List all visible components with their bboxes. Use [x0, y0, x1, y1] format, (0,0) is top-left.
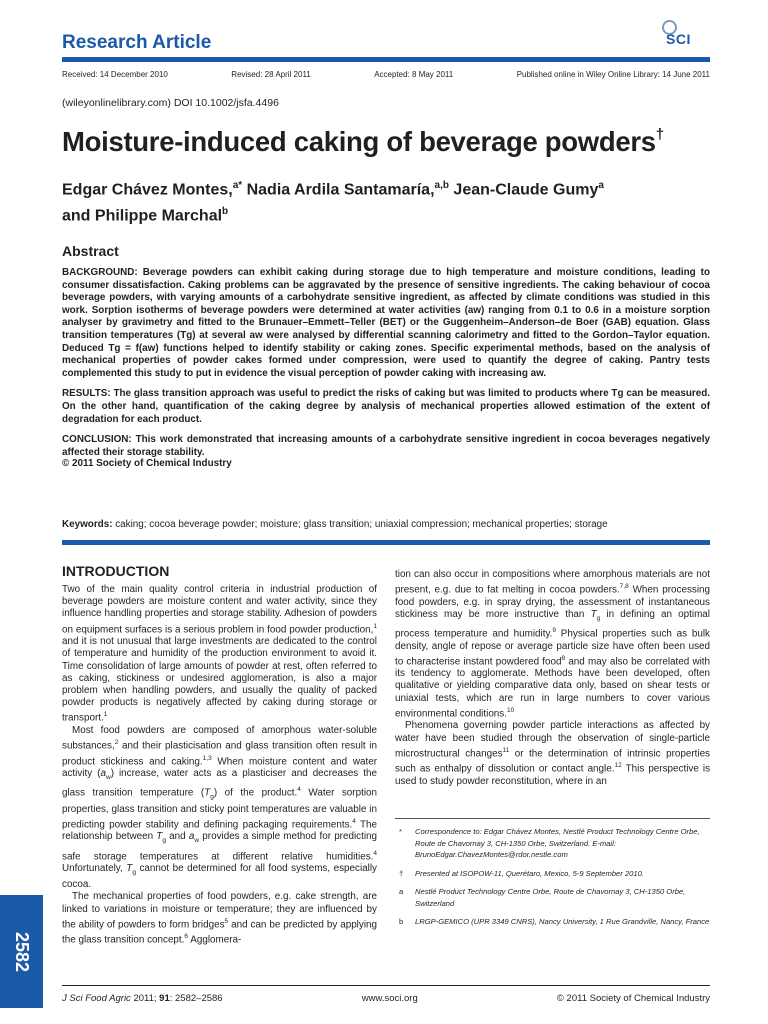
footnote-rule [395, 818, 710, 819]
intro-column-left [62, 584, 377, 947]
footnote-mark: b [399, 917, 404, 926]
article-dates [62, 70, 710, 79]
footer-pages: : 2582–2586 [169, 993, 223, 1004]
author-3-affil: a [598, 180, 604, 191]
author-1: Edgar Chávez Montes, [62, 181, 233, 199]
accepted-date: Accepted: 8 May 2011 [374, 70, 454, 79]
article-title [62, 126, 664, 158]
author-1-affil: a* [232, 180, 243, 191]
abstract-conclusion: CONCLUSION: This work demonstrated that increasing amounts of a carbohydrate sensitive ingredient in cocoa beverages negatively affected their storage stability. [62, 434, 710, 458]
author-list [62, 175, 722, 228]
abstract-rule [62, 540, 710, 545]
footnote-affiliation-a [395, 886, 713, 909]
author-4: and Philippe Marchal [62, 207, 223, 225]
introduction-heading: INTRODUCTION [62, 563, 170, 579]
intro-paragraph-5: Phenomena governing powder particle interactions as affected by water have been studied through the observation of single-particle microstructural changes$^{11}$ or the determination of intrinsic properties such as enthalpy of dissolution or contact angle.$^{12}$ This perspective is used to study powder reconstitution, where in an [395, 720, 711, 787]
author-2: Nadia Ardila Santamaría, [242, 181, 435, 199]
header-rule [62, 57, 710, 62]
intro-paragraph-3: The mechanical properties of food powders, e.g. cake strength, are linked to variations in moisture or temperature; they are influenced by the ability of powders to form bridges$^5$ and can be predicted by applying the glass transition concept.$^6$ Agglomera- [62, 891, 377, 946]
intro-column-right [395, 569, 710, 788]
author-4-affil: b [222, 206, 229, 218]
doi-line[interactable]: (wileyonlinelibrary.com) DOI 10.1002/jsfa.4496 [62, 97, 279, 109]
abstract-background: BACKGROUND: Beverage powders can exhibit caking during storage due to high temperature and moisture conditions, leading to consumer dissatisfaction. Caking problems can be aggravated by the presence of sensitive ingredients. The caking behaviour of cocoa beverage powders, with varying amounts of a carbohydrate sensitive ingredient, as affected by climate conditions was studied in this work. Sorption isotherms of beverage powders were determined at water activities (aw) ranging from 0.1 to 0.6 in a moisture sorption analyser by gravimetry and fitted to the Brunauer–Emmett–Teller (BET) or the Guggenheim–Anderson–de Boer (GAB) equation. Glass transition temperatures (Tg) at several aw were analysed by differential scanning calorimetry and fitted to the Gordon–Taylor equation. Deduced Tg = f(aw) functions helped to identify stability or caking zones. Specific experimental methods, based on the analysis of mechanical properties of powder cakes formed under compression, were used to quantify the degree of caking. Pantry tests complemented this study to put in evidence the visual perception of powder caking with increasing aw. [62, 267, 710, 379]
published-date: Published online in Wiley Online Library: 14 June 2011 [516, 70, 710, 79]
footer-website[interactable]: www.soci.org [361, 993, 418, 1004]
footnote-text: LRGP-GEMICO (UPR 3349 CNRS), Nancy University, 1 Rue Grandville, Nancy, France [415, 917, 710, 926]
footnote-mark: * [399, 827, 402, 836]
author-3: Jean-Claude Gumy [448, 181, 599, 199]
footer-copyright: © 2011 Society of Chemical Industry [556, 993, 710, 1004]
page-footer [62, 993, 710, 1004]
keywords-text: caking; cocoa beverage powder; moisture; glass transition; uniaxial compression; mechanical properties; storage [112, 519, 608, 530]
footnote-mark: † [399, 868, 404, 878]
received-date: Received: 14 December 2010 [62, 70, 168, 79]
title-mark: † [655, 125, 664, 143]
footer-journal: J Sci Food Agric [62, 993, 131, 1004]
intro-paragraph-4: tion can also occur in compositions where amorphous materials are not present, e.g. due to fat melting in cocoa powders.$^{7,8}$ When processing food powders, e.g. in spray drying, the assessment of instantaneous stickiness may be more instructive than $T_g$ in defining an optimal process temperature and humidity.$^9$ Physical properties such as bulk density, angle of repose or average particle size have often been used to characterise instant powdered food$^8$ and may also be correlated with its tendency to agglomerate. Methods have been developed, often qualitative or yielding comparative data only, based on shear tests or uniaxial tests, which are run in large numbers to cover various environmental conditions.$^{10}$ [395, 569, 710, 720]
footer-citation [62, 993, 223, 1004]
abstract-results: RESULTS: The glass transition approach was useful to predict the risks of caking but was limited to products where Tg can be measured. On the other hand, quantification of the caking degree by analysis of mechanical properties allowed estimation of the extent of degradation for each product. [62, 388, 710, 425]
logo-text: SCI [666, 31, 691, 47]
footer-rule [62, 985, 710, 986]
footnote-affiliation-b [395, 916, 713, 928]
keywords-line [62, 519, 710, 530]
section-label: Research Article [62, 32, 212, 53]
abstract-body [62, 267, 710, 471]
footnote-text: Presented at ISOPOW-11, Querétaro, Mexico, 5-9 September 2010. [415, 868, 644, 878]
footnotes [395, 826, 713, 935]
keywords-label: Keywords: [62, 519, 113, 530]
sci-logo [668, 20, 714, 54]
footnote-presented [395, 868, 713, 880]
abstract-heading: Abstract [62, 243, 119, 259]
footnote-text: Nestlé Product Technology Centre Orbe, Route de Chavornay 3, CH-1350 Orbe, Switzerland [415, 887, 686, 908]
revised-date: Revised: 28 April 2011 [231, 70, 311, 79]
footnote-correspondence [395, 826, 713, 861]
footer-volume: 91 [159, 993, 170, 1004]
footer-year: 2011; [130, 993, 160, 1004]
page-number: 2582 [12, 932, 32, 973]
abstract-copyright: © 2011 Society of Chemical Industry [62, 458, 232, 470]
intro-paragraph-2: Most food powders are composed of amorphous water-soluble substances,$^2$ and their plasticisation and glass transition often result in product stickiness and caking.$^{1,3}$ When moisture content and water activity $(a_w)$ increase, water acts as a plasticiser and decreases the glass transition temperature $(T_g)$ of the product.$^4$ Water sorption properties, glass transition and sticky point temperatures are valuable in predicting powder stability and defining packaging requirements.$^4$ The relationship between $T_g$ and $a_w$ provides a simple method for predicting safe storage temperatures at different relative humidities.$^4$ Unfortunately, $T_g$ cannot be determined for all food systems, especially cocoa. [62, 724, 378, 891]
footnote-text: Correspondence to: Edgar Chávez Montes, Nestlé Product Technology Centre Orbe, Route de Chavornay 3, CH-1350 Orbe, Switzerland. E-mail: BrunoEdgar.ChavezMontes@rdor.nestle.com [415, 827, 700, 859]
intro-paragraph-1: Two of the main quality control criteria in industrial production of beverage powders are moisture content and water activity, since they influence handling properties and storage stability. Adhesion of powders on equipment surfaces is a serious problem in food powder production,$^1$ and it is not unusual that large investments are dedicated to the control of temperature and humidity of the production environment to avoid it. Time consolidation of large amounts of powder at rest, often referred to as caking, stickiness or undesired agglomeration, is also a major problem when handling powders, and usually the quality of packed powder products is negatively affected by caking during storage or transport.$^1$ [62, 584, 377, 724]
author-2-affil: a,b [434, 180, 449, 191]
footnote-mark: a [399, 887, 404, 896]
title-text: Moisture-induced caking of beverage powders [62, 126, 656, 157]
